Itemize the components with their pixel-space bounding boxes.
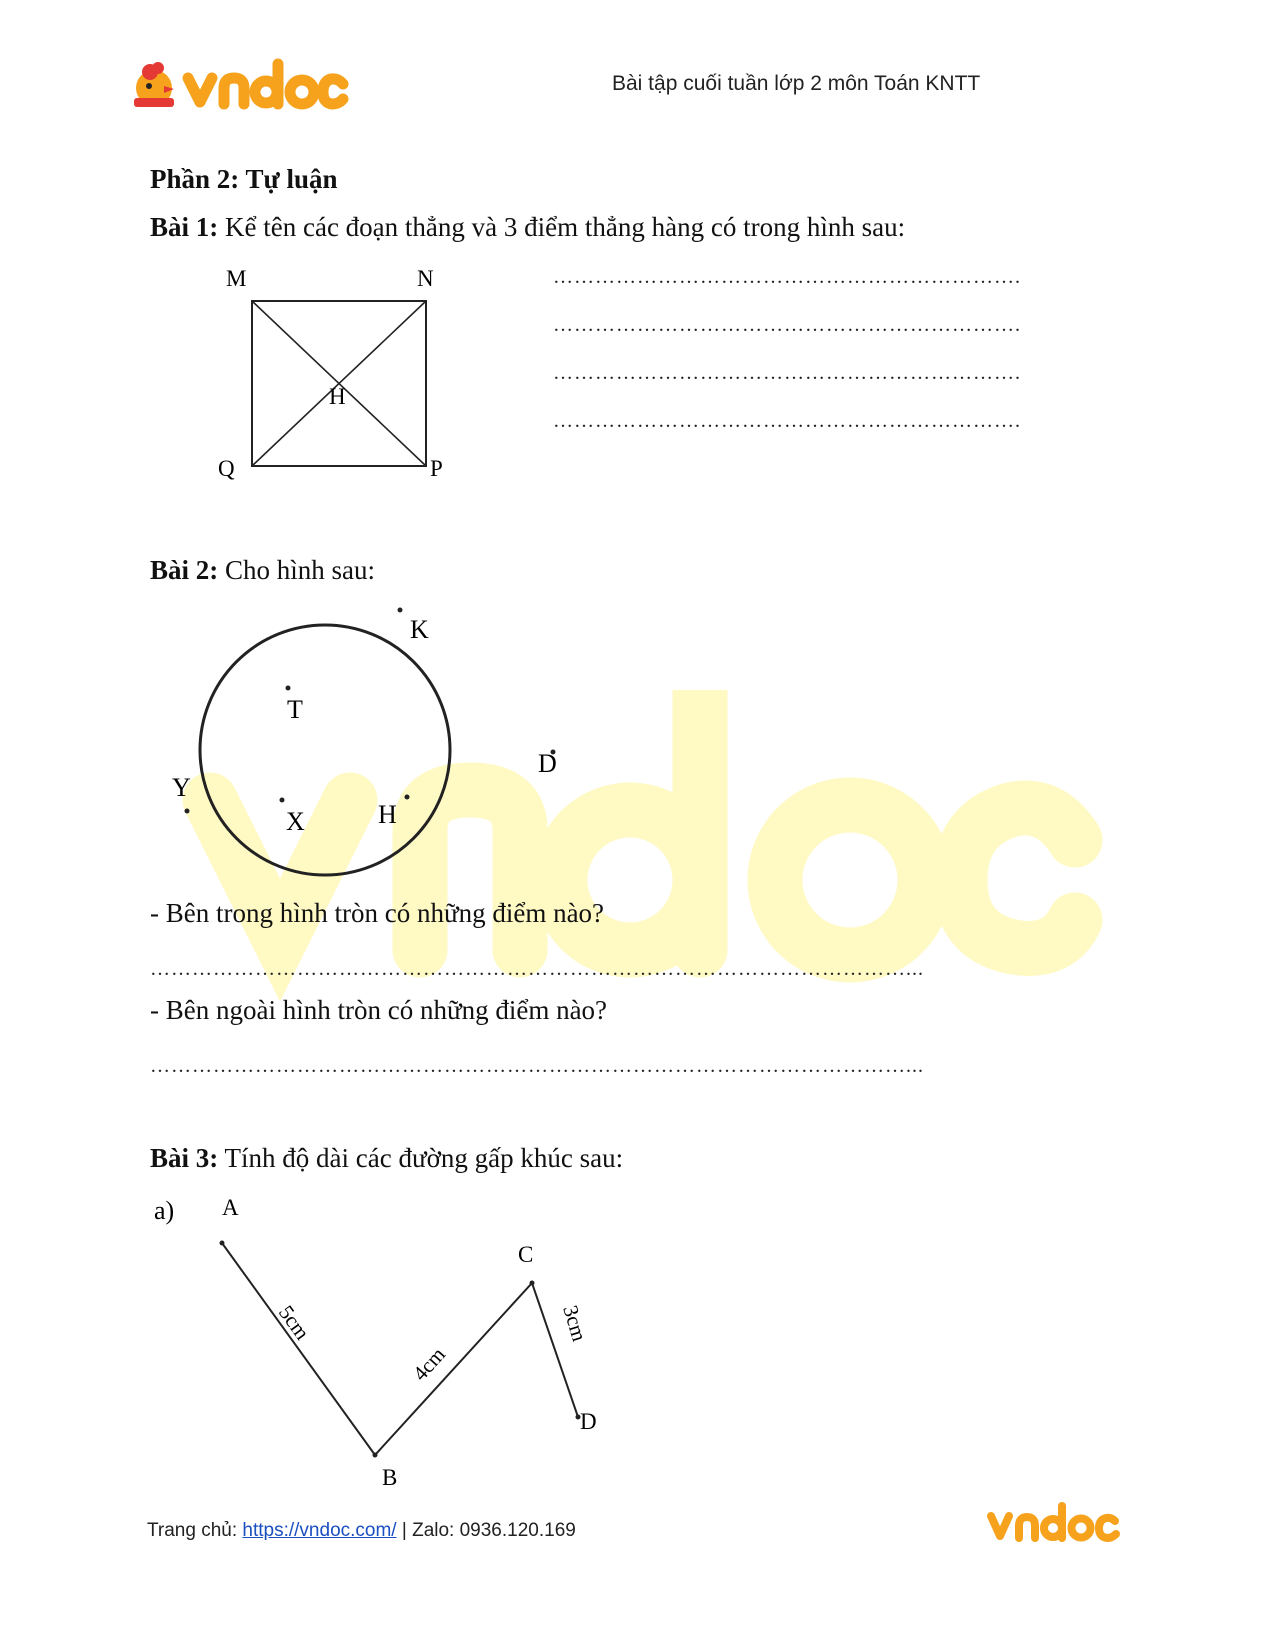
bai2-question-outside: - Bên ngoài hình tròn có những điểm nào? xyxy=(150,995,608,1025)
circle xyxy=(200,625,450,875)
point-y xyxy=(185,809,190,814)
point-label-p: P xyxy=(430,456,443,481)
point-label-c: C xyxy=(518,1242,534,1267)
footer-logo[interactable] xyxy=(985,1500,1135,1555)
point-label-d3: D xyxy=(580,1409,597,1434)
point-label-h: H xyxy=(329,384,346,409)
segment-label-ab: 5cm xyxy=(273,1300,315,1345)
point-h xyxy=(405,795,410,800)
point-label-y: Y xyxy=(172,773,191,802)
point-label-h2: H xyxy=(378,800,397,829)
bai1-answer-line-1[interactable]: …………………………………………………………. xyxy=(553,266,1021,288)
point-label-b: B xyxy=(382,1465,398,1490)
bai2-answer-inside[interactable]: ………………………………………………………………………………………………... xyxy=(150,958,924,980)
bai3-text: Tính độ dài các đường gấp khúc sau: xyxy=(218,1143,624,1173)
part-label-a: a) xyxy=(154,1196,175,1225)
bai2-question xyxy=(150,555,375,586)
bai1-answer-line-4[interactable]: …………………………………………………………. xyxy=(553,410,1021,432)
point-label-m: M xyxy=(226,266,247,291)
polyline-abcd xyxy=(222,1243,578,1455)
point-label-d: D xyxy=(538,749,557,778)
bai2-label: Bài 2: xyxy=(150,555,219,585)
mascot-logo-icon xyxy=(128,56,358,116)
bai2-answer-outside[interactable]: ………………………………………………………………………………………………... xyxy=(150,1055,924,1077)
section-title: Phần 2: Tự luận xyxy=(150,164,338,194)
point-k xyxy=(398,608,403,613)
point-t xyxy=(286,686,291,691)
bai3-question xyxy=(150,1143,623,1174)
segment-label-bc: 4cm xyxy=(407,1342,450,1386)
segment-label-cd: 3cm xyxy=(558,1302,592,1345)
bai2-question-inside: - Bên trong hình tròn có những điểm nào? xyxy=(150,898,605,928)
point-label-a: A xyxy=(222,1195,239,1220)
point-label-t: T xyxy=(287,695,303,724)
bai1-label: Bài 1: xyxy=(150,212,219,242)
point-label-q: Q xyxy=(218,456,235,481)
point-x xyxy=(280,798,285,803)
point-label-n: N xyxy=(417,266,434,291)
footer xyxy=(147,1520,576,1542)
bai2-circle-figure xyxy=(160,595,600,890)
point-label-x: X xyxy=(286,807,305,836)
bai1-square-figure xyxy=(210,262,470,492)
bai2-text: Cho hình sau: xyxy=(218,555,376,585)
vndoc-footer-logo-icon xyxy=(985,1500,1135,1550)
bai1-answer-line-3[interactable]: …………………………………………………………. xyxy=(553,362,1021,384)
header-title: Bài tập cuối tuần lớp 2 môn Toán KNTT xyxy=(612,72,981,95)
bai3-label: Bài 3: xyxy=(150,1143,219,1173)
vndoc-logo[interactable] xyxy=(128,56,358,121)
bai3-polyline-figure xyxy=(150,1185,630,1500)
footer-home-link[interactable]: https://vndoc.com/ xyxy=(242,1520,397,1541)
point-a xyxy=(220,1241,225,1246)
bai1-question xyxy=(150,212,905,243)
point-b xyxy=(373,1453,378,1458)
point-c xyxy=(530,1281,535,1286)
bai1-text: Kể tên các đoạn thẳng và 3 điểm thẳng hàng có trong hình sau: xyxy=(218,212,906,242)
footer-prefix: Trang chủ: xyxy=(147,1520,243,1541)
point-label-k: K xyxy=(410,615,429,644)
bai1-answer-line-2[interactable]: …………………………………………………………. xyxy=(553,314,1021,336)
footer-suffix: | Zalo: 0936.120.169 xyxy=(396,1520,576,1541)
